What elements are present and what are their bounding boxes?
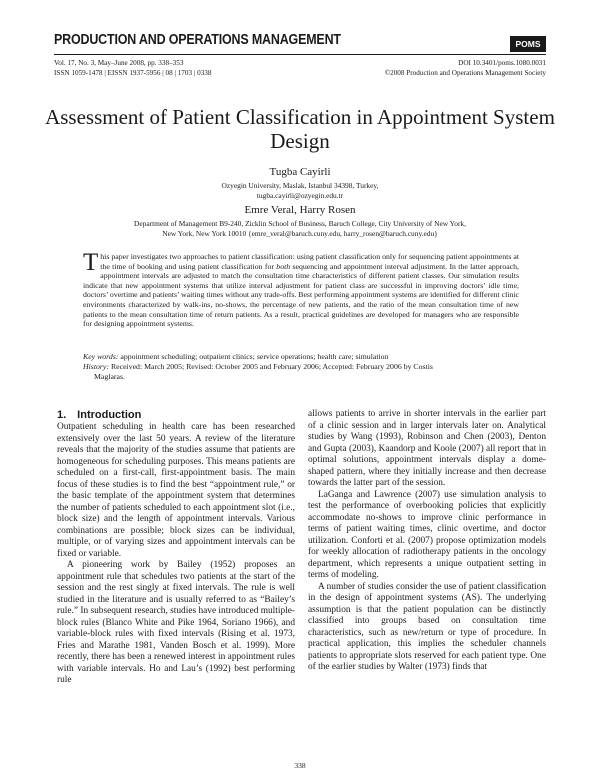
author-2: Emre Veral, Harry Rosen — [244, 204, 356, 216]
history-label: History: — [83, 362, 109, 371]
paragraph: LaGanga and Lawrence (2007) use simulation analysis to test the performance of overbooking policies that explicitly accommodate no-shows to improve clinic performance in terms of patient waiting times, clinic overtime, and doctor utilization. Conforti et al. (2007) propose optimization models for weekly allocation of radiotherapy patients in the oncology department, which represents a unique outpatient setting in terms of modeling. — [308, 489, 546, 581]
section-heading: 1. Introduction — [57, 409, 142, 421]
affiliation-1-line1: Ozyegin University, Maslak, Istanbul 34398, Turkey, — [221, 181, 379, 190]
keywords — [83, 352, 519, 362]
issn-line: ISSN 1059-1478 | EISSN 1937-5956 | 08 | 1703 | 0338 — [54, 69, 212, 77]
paragraph: Outpatient scheduling in health care has been researched extensively over the last 50 years. A review of the literature reveals that the majority of the studies assume that patients are homogeneous for scheduling purposes. This means patients are scheduled on a first-call, first-appointment basis. The main focus of these studies is to find the best “appointment rule,” or the basic template of the appointment system that determines the number of patients scheduled to each appointment slot (i.e., block size) and the length of appointment intervals. Various combinations are possible; block sizes can be individual, multiple, or of varying sizes and appointment intervals can be fixed or variable. — [57, 422, 295, 559]
paragraph: A pioneering work by Bailey (1952) proposes an appointment rule that schedules two patients at the start of the session and the rest singly at fixed intervals. The rule is well studied in the literature and is usually referred to as “Bailey’s rule.” In subsequent research, studies have introduced multiple-block rules (Blanco White and Pike 1964, Soriano 1966), and variable-block rules with fixed intervals (Rising et al. 1973, Fries and Marathe 1981, Vanden Bosch et al. 1999). More recently, there has been a renewed interest in appointment rules with variable intervals. Ho and Lau’s (1992) best performing rule — [57, 560, 295, 686]
paragraph: allows patients to arrive in shorter intervals in the earlier part of a clinic session and in larger intervals later on. Analytical studies by Wang (1993), Robinson and Chen (2003), Denton and Gupta (2003), Kaandorp and Koole (2007) all report that in optimal solutions, appointment intervals display a dome-shaped pattern, where they initially increase and then decrease towards the latter part of the session. — [308, 409, 546, 489]
affiliation-1 — [40, 181, 560, 200]
volume-line: Vol. 17, No. 3, May–June 2008, pp. 338–353 — [54, 59, 184, 67]
body-column-right — [308, 409, 546, 674]
author-1: Tugba Cayirli — [269, 166, 331, 178]
doi-info — [346, 58, 546, 78]
journal-name: PRODUCTION AND OPERATIONS MANAGEMENT — [54, 32, 341, 48]
affiliation-2-line1: Department of Management B9-240, Zicklin School of Business, Baruch College, City University of New York, — [134, 219, 466, 228]
paragraph: A number of studies consider the use of patient classification in the design of appointment systems (AS). The underlying assumption is that the patient population can be distinctly classified into groups based on consultation time characteristics, such as new/return or type of procedure. In practical application, this implies the scheduler channels patients to appropriate slots reserved for each patient type. One of the earlier studies by Walter (1973) finds that — [308, 581, 546, 673]
poms-logo: POMS — [510, 36, 546, 52]
body-column-left — [57, 409, 295, 687]
abstract-dropcap: T — [83, 249, 99, 276]
copyright-line: ©2008 Production and Operations Management Society — [384, 69, 546, 77]
doi-line: DOI 10.3401/poms.1080.0031 — [458, 59, 546, 67]
header-rule — [54, 54, 546, 55]
abstract-text-1: his paper investigates two approaches to patient classification: using patient classification only for sequencing patient appointments at the time of booking and using patient classification for — [100, 252, 519, 271]
history-continuation: Maglaras. — [94, 372, 125, 381]
keywords-label: Key words: — [83, 352, 119, 361]
affiliation-1-email: tugba.cayirli@ozyegin.edu.tr — [256, 190, 344, 200]
paper-title: Assessment of Patient Classification in Appointment System Design — [45, 105, 555, 153]
abstract-text-2: sequencing and appointment interval adjustment. In the latter approach, appointment intervals are adjusted to match the consultation time characteristics of different patient classes. Our simulation results indicate that new appointment systems that utilize interval adjustment for patient class are successful in improving doctors’ idle time, doctors’ overtime and patients’ waiting times without any trade-offs. Best performing appointment systems are identified for different clinic environments characterized by walk-ins, no-shows, the percentage of new patients, and the ratio of the mean consultation time of new patients to the mean consultation time of return patients. As a result, practical guidelines are developed for managers who are responsible for designing appointment systems. — [83, 261, 519, 329]
issue-info — [54, 58, 212, 78]
abstract — [83, 249, 519, 329]
history-text: Received: March 2005; Revised: October 2005 and February 2006; Accepted: February 2006 by Costis — [110, 362, 433, 371]
affiliation-2 — [40, 219, 560, 238]
abstract-emphasis: both — [276, 261, 291, 271]
page-number: 338 — [294, 761, 306, 770]
affiliation-2-line2: New York, New York 10010 {emre_veral@baruch.cuny.edu, harry_rosen@baruch.cuny.edu} — [162, 228, 438, 238]
keywords-text: appointment scheduling; outpatient clinics; service operations; health care; simulation — [120, 352, 389, 361]
history — [83, 362, 519, 372]
